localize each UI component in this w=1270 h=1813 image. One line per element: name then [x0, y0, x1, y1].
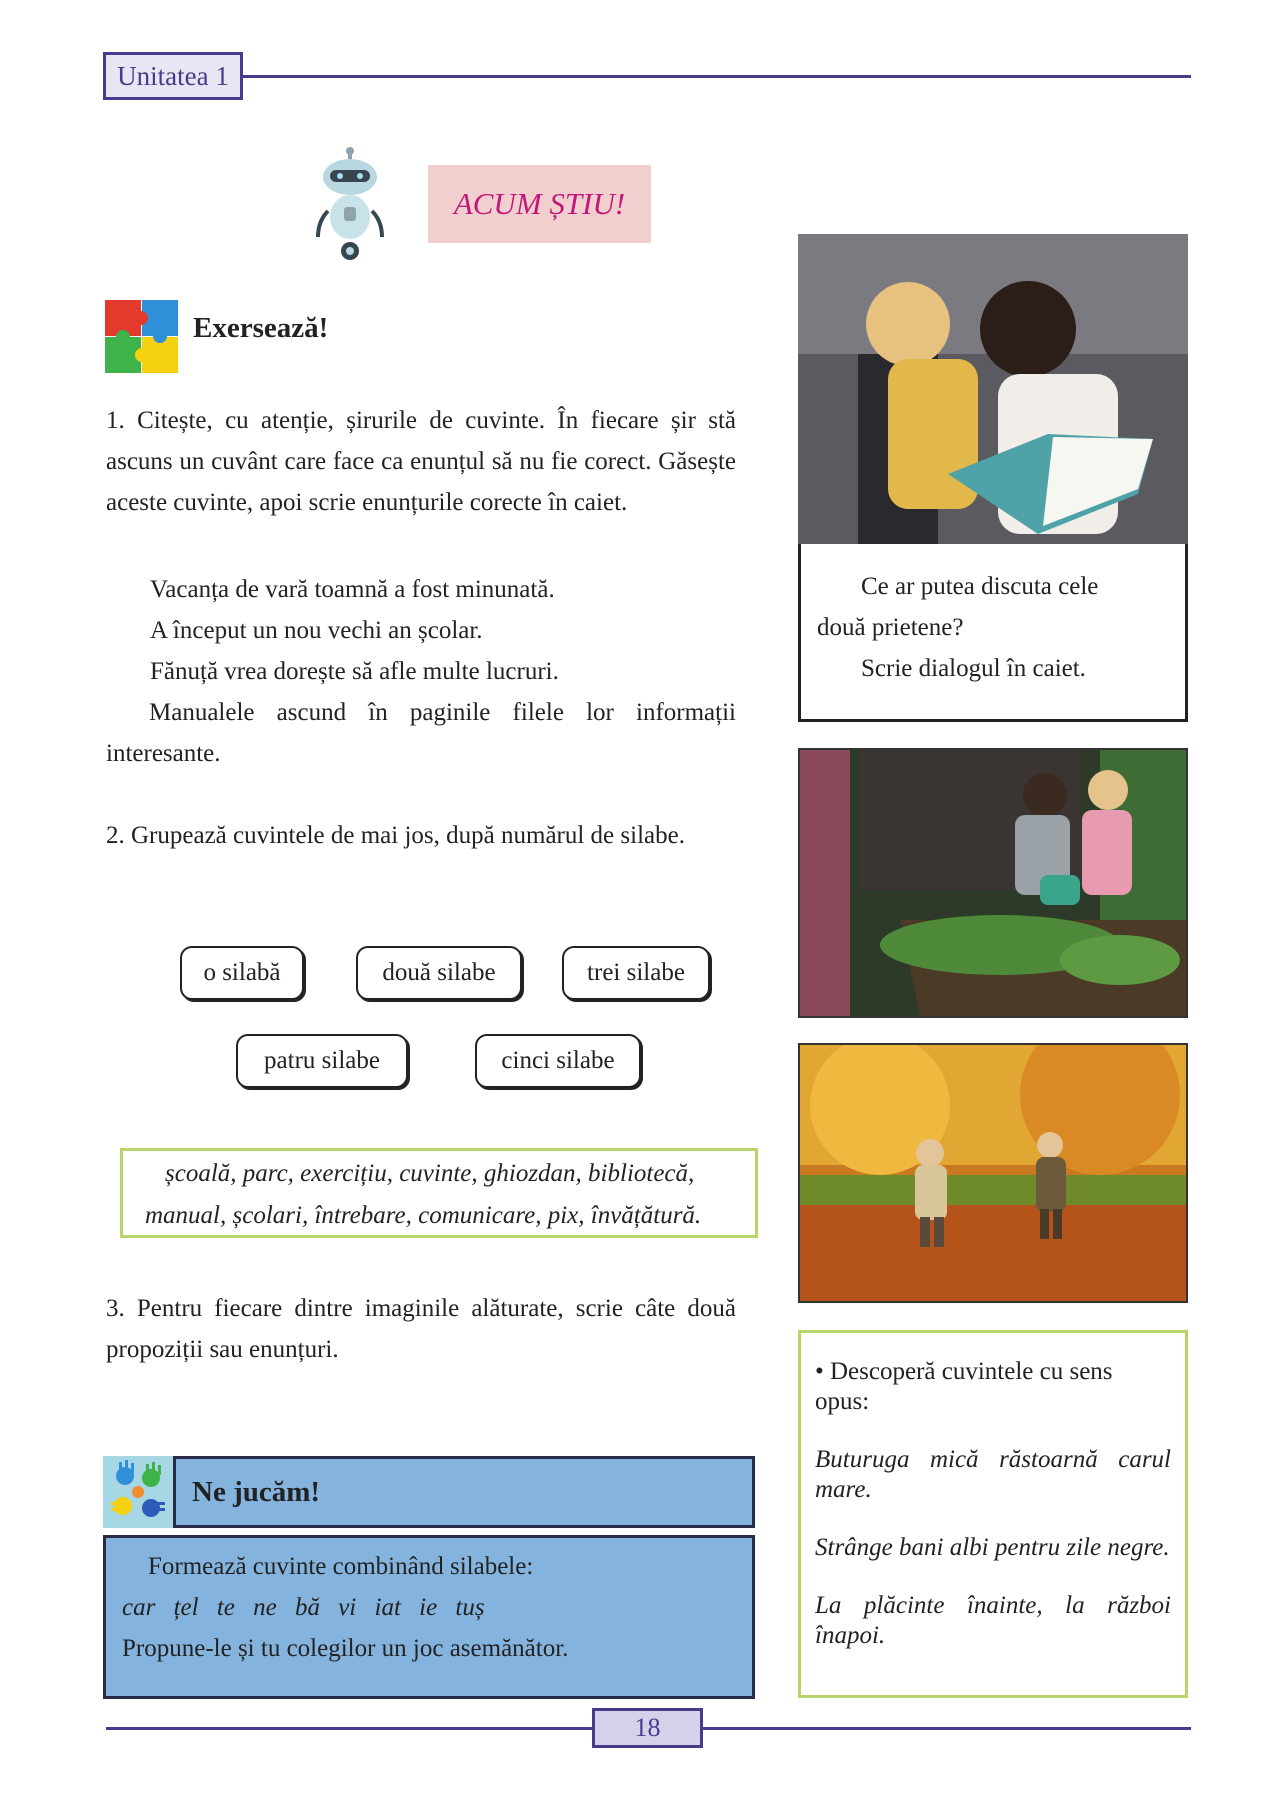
- word-list-line: manual, școlari, întrebare, comunicare, pix, învățătură.: [145, 1202, 702, 1229]
- game-instruction: Formează cuvinte combinând silabele:: [148, 1553, 534, 1580]
- page-number: 18: [592, 1708, 703, 1748]
- exercise1-sentence: A început un nou vechi an școlar.: [150, 617, 483, 644]
- now-i-know-banner: ACUM ȘTIU!: [428, 165, 651, 243]
- exercise3-instruction: 3. Pentru fiecare dintre imaginile alăturate, scrie câte două propoziții sau enunțuri.: [106, 1295, 736, 1363]
- photo-autumn-leaves: [798, 1043, 1188, 1303]
- game-title: Ne jucăm!: [173, 1456, 755, 1528]
- exercise1-sentence: Vacanța de vară toamnă a fost minunată.: [150, 576, 555, 603]
- opposites-intro: • Descoperă cuvintele cu sens opus:: [815, 1358, 1113, 1415]
- exercise2-instruction: 2. Grupează cuvintele de mai jos, după numărul de silabe.: [106, 822, 685, 849]
- hands-icon: [103, 1456, 173, 1528]
- proverb: La plăcinte înainte, la război înapoi.: [815, 1592, 1171, 1649]
- game-instruction: Propune-le și tu colegilor un joc asemănător.: [122, 1635, 569, 1662]
- photo-girls-reading: [798, 234, 1188, 544]
- puzzle-icon: [105, 300, 178, 373]
- header-rule: [243, 75, 1191, 78]
- game-body: [103, 1535, 755, 1699]
- card-text: Ce ar putea discuta cele: [861, 573, 1099, 600]
- card-text: Scrie dialogul în caiet.: [861, 655, 1086, 682]
- card-text: două prietene?: [817, 614, 964, 641]
- opposites-box: [798, 1330, 1188, 1698]
- footer-rule: [703, 1727, 1191, 1730]
- category-box: trei silabe: [562, 946, 710, 1000]
- footer-rule: [106, 1727, 592, 1730]
- exercise1-sentence: Manualele ascund în paginile filele lor informații interesante.: [106, 699, 736, 767]
- category-box: patru silabe: [236, 1034, 408, 1088]
- category-box: cinci silabe: [475, 1034, 641, 1088]
- practice-title: Exersează!: [193, 312, 329, 344]
- unit-label: Unitatea 1: [103, 52, 243, 100]
- photo-kids-gardening: [798, 748, 1188, 1018]
- word-list-line: școală, parc, exercițiu, cuvinte, ghiozdan, bibliotecă,: [165, 1160, 695, 1187]
- game-syllables: car țel te ne bă vi iat ie tuș: [122, 1594, 485, 1621]
- robot-icon: [310, 145, 390, 265]
- exercise1-instruction: 1. Citește, cu atenție, șirurile de cuvinte. În fiecare șir stă ascuns un cuvânt care face ca enunțul să nu fie corect. Găsește aceste cuvinte, apoi scrie enunțurile corecte în caiet.: [106, 407, 736, 516]
- dialog-prompt-card: [798, 544, 1188, 722]
- word-list-box: [120, 1148, 758, 1238]
- exercise1-sentence: Fănuță vrea dorește să afle multe lucruri.: [150, 658, 559, 685]
- proverb: Buturuga mică răstoarnă carul mare.: [815, 1446, 1171, 1503]
- category-box: două silabe: [356, 946, 522, 1000]
- proverb: Strânge bani albi pentru zile negre.: [815, 1534, 1170, 1561]
- category-box: o silabă: [180, 946, 304, 1000]
